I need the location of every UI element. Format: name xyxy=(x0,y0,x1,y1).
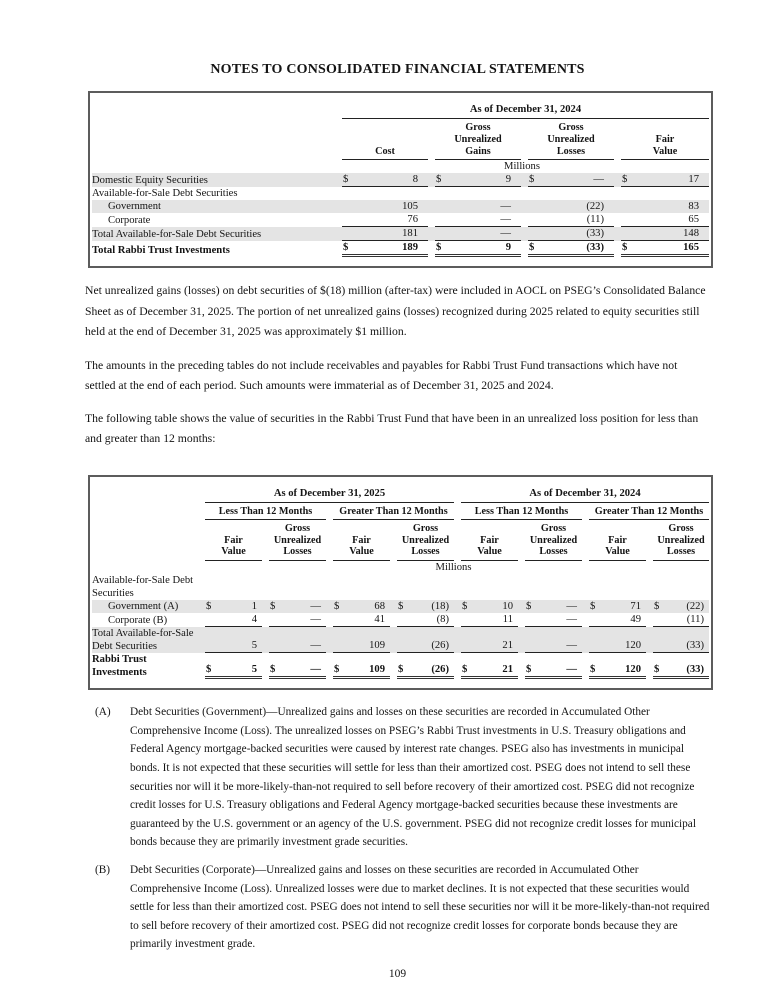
currency-symbol: $ xyxy=(270,664,276,676)
column-header-fair-value: Fair Value xyxy=(198,520,262,561)
column-header-gross-unrealized-losses: Gross Unrealized Losses xyxy=(521,119,614,160)
amount-value: 4 xyxy=(251,614,257,626)
row-label: Government (A) xyxy=(92,600,198,613)
amount-cell xyxy=(428,213,521,227)
amount-value: 71 xyxy=(630,601,641,613)
currency-symbol: $ xyxy=(590,664,596,676)
amount-value: (11) xyxy=(586,214,604,226)
column-header-gross-unrealized-gains: Gross Unrealized Gains xyxy=(428,119,521,160)
amount-cell xyxy=(646,574,709,600)
duration-header-greater-than: Greater Than 12 Months xyxy=(326,503,454,520)
row-domestic-equity-securities xyxy=(92,173,709,187)
footnotes-section xyxy=(85,703,710,954)
amount-cell xyxy=(582,613,646,627)
amount-value: 65 xyxy=(688,214,699,226)
amount-value: 68 xyxy=(374,601,385,613)
amount-value: 83 xyxy=(688,201,699,213)
amount-value: (33) xyxy=(686,640,704,652)
amount-cell xyxy=(518,627,582,653)
amount-cell xyxy=(646,600,709,613)
row-label: Total Available-for-Sale Debt Securities xyxy=(92,227,335,241)
amount-cell xyxy=(326,574,390,600)
rabbi-trust-cost-table xyxy=(92,100,709,257)
amount-value: (22) xyxy=(686,601,704,613)
period-header-row xyxy=(92,100,709,119)
column-header-gross-unrealized-losses: Gross Unrealized Losses xyxy=(390,520,454,561)
currency-symbol: $ xyxy=(462,601,468,613)
amount-cell xyxy=(614,241,709,257)
amount-cell xyxy=(614,187,709,200)
amount-cell xyxy=(262,653,326,679)
amount-cell xyxy=(335,187,428,200)
amount-cell xyxy=(454,627,518,653)
amount-cell xyxy=(198,613,262,627)
currency-symbol: $ xyxy=(622,174,628,186)
body-paragraph: The following table shows the value of securities in the Rabbi Trust Fund that have been in an unrealized loss position for less than and greater than 12 months: xyxy=(85,411,699,446)
amount-value: — xyxy=(566,640,577,652)
loss-position-table-box xyxy=(88,475,713,690)
currency-symbol: $ xyxy=(398,601,404,613)
amount-cell xyxy=(582,627,646,653)
amount-value: (22) xyxy=(586,201,604,213)
amount-cell xyxy=(521,241,614,257)
units-label: Millions xyxy=(435,562,472,574)
amount-cell xyxy=(335,213,428,227)
amount-value: — xyxy=(566,614,577,626)
amount-value: — xyxy=(310,614,321,626)
currency-symbol: $ xyxy=(526,601,532,613)
amount-value: 5 xyxy=(251,664,257,676)
amount-cell xyxy=(646,653,709,679)
spacer-cell xyxy=(92,160,335,173)
amount-cell xyxy=(454,600,518,613)
row-total-afs-debt-securities xyxy=(92,627,709,653)
amount-value: (8) xyxy=(436,614,449,626)
amount-value: (26) xyxy=(431,664,449,676)
amount-value: — xyxy=(310,601,321,613)
period-header-2025: As of December 31, 2025 xyxy=(198,484,454,503)
unrealized-loss-table xyxy=(92,484,709,679)
column-header-fair-value: Fair Value xyxy=(326,520,390,561)
amount-cell xyxy=(390,600,454,613)
currency-symbol: $ xyxy=(343,174,349,186)
amount-cell xyxy=(428,200,521,213)
currency-symbol: $ xyxy=(343,242,349,254)
amount-cell xyxy=(521,227,614,241)
currency-symbol: $ xyxy=(529,242,535,254)
units-row xyxy=(92,160,709,173)
amount-value: — xyxy=(500,228,511,240)
amount-cell xyxy=(614,173,709,187)
row-government-a xyxy=(92,600,709,613)
spacer-cell xyxy=(92,561,198,574)
spacer-cell xyxy=(92,119,335,160)
amount-value: 11 xyxy=(502,614,513,626)
amount-value: 10 xyxy=(502,601,513,613)
amount-value: (26) xyxy=(431,640,449,652)
row-label: Total Rabbi Trust Investments xyxy=(92,245,230,257)
row-corporate xyxy=(92,213,709,227)
amount-value: 49 xyxy=(630,614,641,626)
amount-value: 181 xyxy=(402,228,418,240)
amount-cell xyxy=(646,627,709,653)
amount-value: 105 xyxy=(402,201,418,213)
amount-cell xyxy=(614,213,709,227)
amount-cell xyxy=(521,213,614,227)
currency-symbol: $ xyxy=(529,174,535,186)
currency-symbol: $ xyxy=(270,601,276,613)
period-header xyxy=(335,100,709,119)
currency-symbol: $ xyxy=(590,601,596,613)
row-label: Total Available-for-Sale Debt Securities xyxy=(92,627,198,653)
period-header-2024: As of December 31, 2024 xyxy=(454,484,709,503)
amount-cell xyxy=(428,187,521,200)
units-row xyxy=(92,561,709,574)
row-label: Rabbi Trust Investments xyxy=(92,654,147,679)
amount-value: — xyxy=(500,214,511,226)
period-header-row xyxy=(92,484,709,503)
amount-cell xyxy=(198,574,262,600)
duration-header-less-than: Less Than 12 Months xyxy=(454,503,582,520)
amount-value: 148 xyxy=(683,228,699,240)
amount-cell xyxy=(454,653,518,679)
spacer-cell xyxy=(92,100,335,119)
column-header-row xyxy=(92,520,709,561)
column-header-gross-unrealized-losses: Gross Unrealized Losses xyxy=(518,520,582,561)
amount-value: 5 xyxy=(251,640,257,652)
amount-cell xyxy=(262,574,326,600)
amount-value: 189 xyxy=(402,242,418,254)
amount-value: 9 xyxy=(505,174,511,186)
amount-cell xyxy=(326,613,390,627)
amount-cell xyxy=(518,613,582,627)
column-header-cost: Cost xyxy=(335,119,428,160)
amount-cell xyxy=(198,600,262,613)
amount-cell xyxy=(262,600,326,613)
amount-cell xyxy=(518,600,582,613)
amount-value: 109 xyxy=(369,640,385,652)
amount-cell xyxy=(326,600,390,613)
spacer-cell xyxy=(92,520,198,561)
amount-value: — xyxy=(310,640,321,652)
row-government xyxy=(92,200,709,213)
amount-value: — xyxy=(310,664,321,676)
amount-cell xyxy=(390,627,454,653)
amount-cell xyxy=(390,653,454,679)
amount-value: 21 xyxy=(502,640,513,652)
footnote-label: (A) xyxy=(95,706,111,719)
spacer-cell xyxy=(92,484,198,503)
amount-value: (11) xyxy=(686,614,704,626)
amount-cell xyxy=(335,173,428,187)
currency-symbol: $ xyxy=(398,664,404,676)
row-rabbi-trust-investments xyxy=(92,653,709,679)
amount-cell xyxy=(198,653,262,679)
amount-value: — xyxy=(500,201,511,213)
footnote-text: Debt Securities (Government)—Unrealized gains and losses on these securities are recorded in Accumulated Other Comprehensive Income (Loss). The unrealized losses on PSEG’s Rabbi Trust investments in U.S. Treasury obligations and Federal Agency mortgage-backed securities were caused by interest rate changes. PSEG also has investments in municipal bonds. It is not expected that these securities will settle for less than their amortized cost. PSEG does not intend to sell these securities nor will it be more-likely-than-not required to sell before recovery of their amortized cost. PSEG did not recognize credit losses for U.S. Treasury obligations and Federal Agency mortgage-backed securities because these investments are guaranteed by the U.S. government or an agency of the U.S. government. PSEG did not recognize credit losses for municipal bonds because they are primarily investment grade securities. xyxy=(130,706,696,849)
amount-cell xyxy=(390,613,454,627)
amount-cell xyxy=(454,613,518,627)
amount-cell xyxy=(454,574,518,600)
amount-value: (18) xyxy=(431,601,449,613)
currency-symbol: $ xyxy=(436,174,442,186)
amount-cell xyxy=(582,574,646,600)
currency-symbol: $ xyxy=(654,664,660,676)
amount-value: 41 xyxy=(374,614,385,626)
amount-cell xyxy=(582,600,646,613)
column-header-gross-unrealized-losses: Gross Unrealized Losses xyxy=(646,520,709,561)
currency-symbol: $ xyxy=(526,664,532,676)
currency-symbol: $ xyxy=(334,601,340,613)
body-paragraph: The amounts in the preceding tables do not include receivables and payables for Rabbi Trust Fund transactions which have not settled at the end of each period. Such amounts were immaterial as of December 31, 2025 and 2024. xyxy=(85,358,678,393)
footnote-a xyxy=(85,703,710,852)
amount-value: — xyxy=(566,601,577,613)
spacer-cell xyxy=(92,503,198,520)
amount-cell xyxy=(390,574,454,600)
amount-cell xyxy=(326,653,390,679)
duration-header-greater-than: Greater Than 12 Months xyxy=(582,503,709,520)
amount-cell xyxy=(335,241,428,257)
amount-value: — xyxy=(593,174,604,186)
column-header-fair-value: Fair Value xyxy=(614,119,709,160)
currency-symbol: $ xyxy=(462,664,468,676)
row-afs-debt-securities-header xyxy=(92,574,709,600)
amount-value: 120 xyxy=(625,664,641,676)
row-label: Domestic Equity Securities xyxy=(92,173,335,187)
amount-cell xyxy=(521,200,614,213)
amount-cell xyxy=(335,227,428,241)
row-corporate-b xyxy=(92,613,709,627)
amount-value: (33) xyxy=(586,228,604,240)
period-header-text: As of December 31, 2024 xyxy=(342,100,709,119)
currency-symbol: $ xyxy=(206,664,212,676)
page-number: 109 xyxy=(388,968,407,980)
units-label: Millions xyxy=(504,161,540,173)
amount-cell xyxy=(335,200,428,213)
amount-value: 165 xyxy=(683,242,699,254)
amount-value: 1 xyxy=(251,601,257,613)
body-paragraph: Net unrealized gains (losses) on debt securities of $(18) million (after-tax) were included in AOCL on PSEG’s Consolidated Balance Sheet as of December 31, 2025. The portion of net unrealized gains (losses) recognized during 2025 related to equity securities still held at the end of December 31, 2025 was approximately $1 million. xyxy=(85,284,706,339)
column-header-gross-unrealized-losses: Gross Unrealized Losses xyxy=(262,520,326,561)
amount-value: 21 xyxy=(502,664,513,676)
amount-value: 76 xyxy=(407,214,418,226)
footnote-label: (B) xyxy=(95,864,111,877)
amount-cell xyxy=(614,227,709,241)
column-header-fair-value: Fair Value xyxy=(582,520,646,561)
amount-value: — xyxy=(566,664,577,676)
row-label: Corporate (B) xyxy=(108,615,168,627)
row-total-afs-debt-securities xyxy=(92,227,709,241)
amount-cell xyxy=(428,241,521,257)
amount-cell xyxy=(198,627,262,653)
currency-symbol: $ xyxy=(334,664,340,676)
column-header-row xyxy=(92,119,709,160)
amount-cell xyxy=(521,173,614,187)
amount-value: 17 xyxy=(688,174,699,186)
row-label: Available-for-Sale Debt Securities xyxy=(92,188,238,200)
amount-cell xyxy=(646,613,709,627)
page-title: NOTES TO CONSOLIDATED FINANCIAL STATEMENTS xyxy=(210,62,585,77)
currency-symbol: $ xyxy=(654,601,660,613)
column-header-fair-value: Fair Value xyxy=(454,520,518,561)
amount-cell xyxy=(518,653,582,679)
row-label: Corporate xyxy=(108,215,151,227)
duration-header-row xyxy=(92,503,709,520)
row-afs-debt-securities-header xyxy=(92,187,709,200)
row-total-rabbi-trust-investments xyxy=(92,241,709,257)
amount-value: (33) xyxy=(586,242,604,254)
row-label: Government xyxy=(92,200,335,213)
amount-value: (33) xyxy=(686,664,704,676)
amount-cell xyxy=(428,227,521,241)
currency-symbol: $ xyxy=(436,242,442,254)
amount-cell xyxy=(262,613,326,627)
amount-value: 8 xyxy=(412,174,418,186)
amount-value: 120 xyxy=(625,640,641,652)
amount-cell xyxy=(326,627,390,653)
currency-symbol: $ xyxy=(622,242,628,254)
amount-cell xyxy=(582,653,646,679)
amount-cell xyxy=(614,200,709,213)
currency-symbol: $ xyxy=(206,601,212,613)
amount-value: 109 xyxy=(369,664,385,676)
amount-cell xyxy=(262,627,326,653)
amount-cell xyxy=(518,574,582,600)
cost-table-box xyxy=(88,91,713,268)
footnote-text: Debt Securities (Corporate)—Unrealized gains and losses on these securities are recorded in Accumulated Other Comprehensive Income (Loss). Unrealized losses were due to market declines. It is not expected that these securities would settle for less than their amortized cost. PSEG does not intend to sell these securities nor will it be more-likely-than-not required to sell before recovery of their amortized cost. PSEG did not recognize credit losses for corporate bonds because they are primarily investment grade. xyxy=(130,864,710,951)
amount-value: 9 xyxy=(505,242,511,254)
row-label: Available-for-Sale Debt Securities xyxy=(92,575,194,600)
amount-cell xyxy=(521,187,614,200)
footnote-b xyxy=(85,861,710,954)
amount-cell xyxy=(428,173,521,187)
duration-header-less-than: Less Than 12 Months xyxy=(198,503,326,520)
